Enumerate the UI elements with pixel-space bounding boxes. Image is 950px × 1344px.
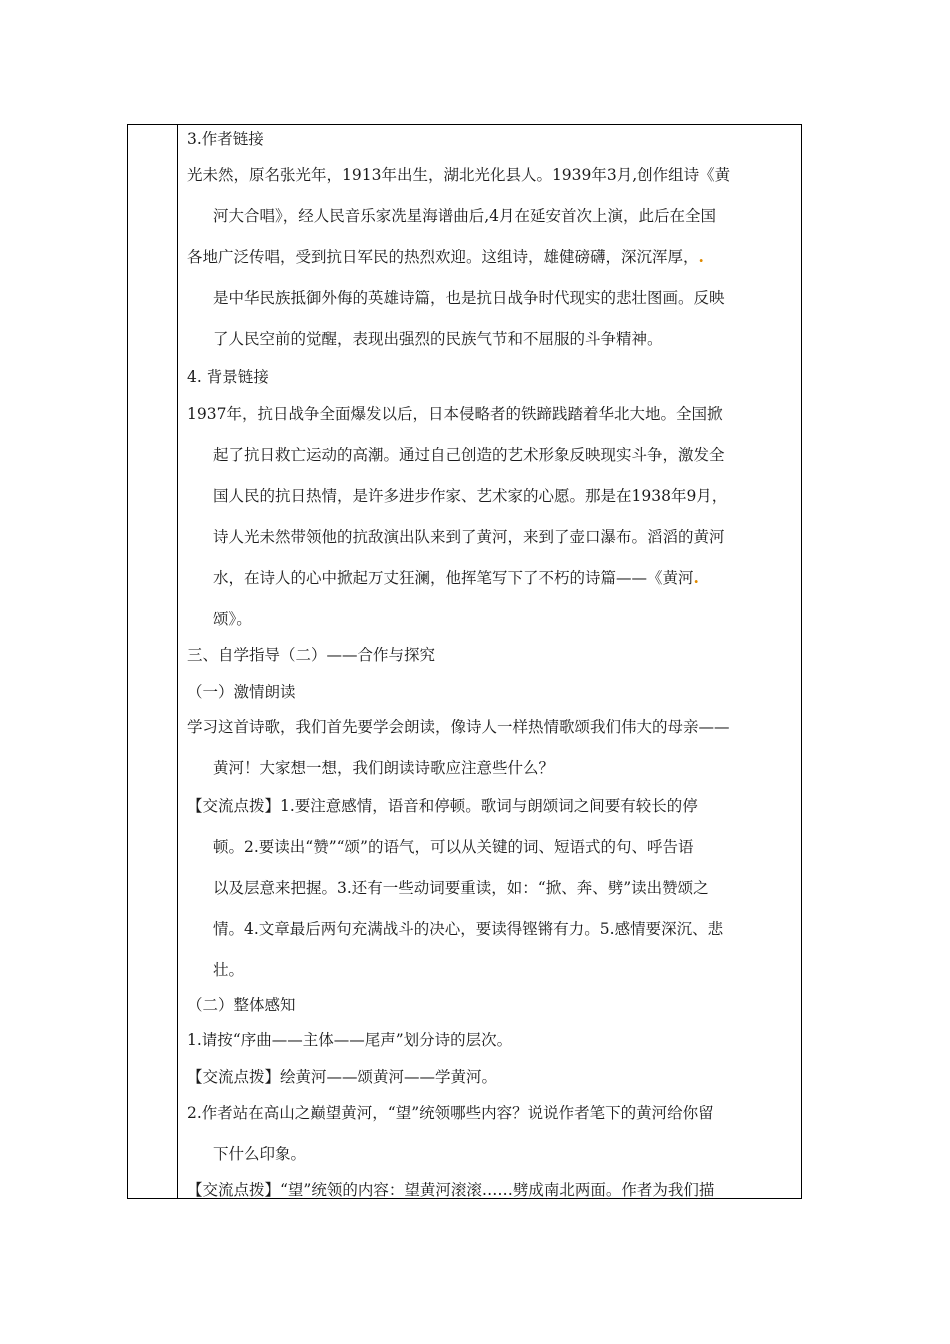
paragraph-line: 各地广泛传唱，受到抗日军民的热烈欢迎。这组诗，雄健磅礴，深沉浑厚，. [187, 247, 704, 266]
paragraph-line: 颂》。 [213, 610, 252, 628]
subsection-heading-reading: （一）激情朗读 [187, 683, 296, 701]
paragraph-line: 2.作者站在高山之巅望黄河，“望”统领哪些内容？说说作者笔下的黄河给你留 [187, 1104, 714, 1122]
paragraph-line: 了人民空前的觉醒，表现出强烈的民族气节和不屈服的斗争精神。 [213, 330, 663, 348]
paragraph-line: 【交流点拨】“望”统领的内容：望黄河滚滚……劈成南北两面。作者为我们描 [187, 1181, 715, 1199]
paragraph-line: 起了抗日救亡运动的高潮。通过自己创造的艺术形象反映现实斗争，激发全 [213, 446, 725, 464]
section-heading-background: 4. 背景链接 [187, 368, 269, 386]
table-frame [127, 124, 802, 1199]
mark-dot: . [693, 568, 699, 587]
paragraph-line: 国人民的抗日热情，是许多进步作家、艺术家的心愿。那是在1938年9月， [213, 487, 728, 505]
paragraph-line: 黄河！大家想一想，我们朗读诗歌应注意些什么？ [213, 759, 555, 777]
paragraph-line: 【交流点拨】绘黄河——颂黄河——学黄河。 [187, 1068, 498, 1086]
paragraph-line: 下什么印象。 [213, 1145, 307, 1163]
section-heading-self-study: 三、自学指导（二）——合作与探究 [187, 646, 436, 664]
paragraph-line: 1.请按“序曲——主体——尾声”划分诗的层次。 [187, 1031, 513, 1049]
table-left-column [128, 125, 178, 1198]
paragraph-line: 壮。 [213, 961, 245, 979]
paragraph-line: 顿。2.要读出“赞”“颂”的语气，可以从关键的词、短语式的句、呼告语 [213, 838, 694, 856]
paragraph-line: 情。4.文章最后两句充满战斗的决心，要读得铿锵有力。5.感情要深沉、悲 [213, 920, 724, 938]
paragraph-line: 河大合唱》，经人民音乐家冼星海谱曲后,4月在延安首次上演，此后在全国 [213, 207, 717, 225]
section-heading-author: 3.作者链接 [187, 130, 264, 148]
paragraph-line: 1937年，抗日战争全面爆发以后，日本侵略者的铁蹄践踏着华北大地。全国掀 [187, 405, 723, 423]
paragraph-line: 水，在诗人的心中掀起万丈狂澜，他挥笔写下了不朽的诗篇——《黄河. [213, 568, 699, 587]
subsection-heading-overall: （二）整体感知 [187, 996, 296, 1014]
paragraph-line: 光未然，原名张光年，1913年出生，湖北光化县人。1939年3月,创作组诗《黄 [187, 166, 731, 184]
mark-dot: . [698, 247, 704, 266]
paragraph-line: 是中华民族抵御外侮的英雄诗篇，也是抗日战争时代现实的悲壮图画。反映 [213, 289, 725, 307]
paragraph-line: 学习这首诗歌，我们首先要学会朗读，像诗人一样热情歌颂我们伟大的母亲—— [187, 718, 730, 736]
paragraph-line: 诗人光未然带领他的抗敌演出队来到了黄河，来到了壶口瀑布。滔滔的黄河 [213, 528, 725, 546]
paragraph-line: 【交流点拨】1.要注意感情，语音和停顿。歌词与朗颂词之间要有较长的停 [187, 797, 698, 815]
paragraph-line: 以及层意来把握。3.还有一些动词要重读，如：“掀、奔、劈”读出赞颂之 [213, 879, 709, 897]
